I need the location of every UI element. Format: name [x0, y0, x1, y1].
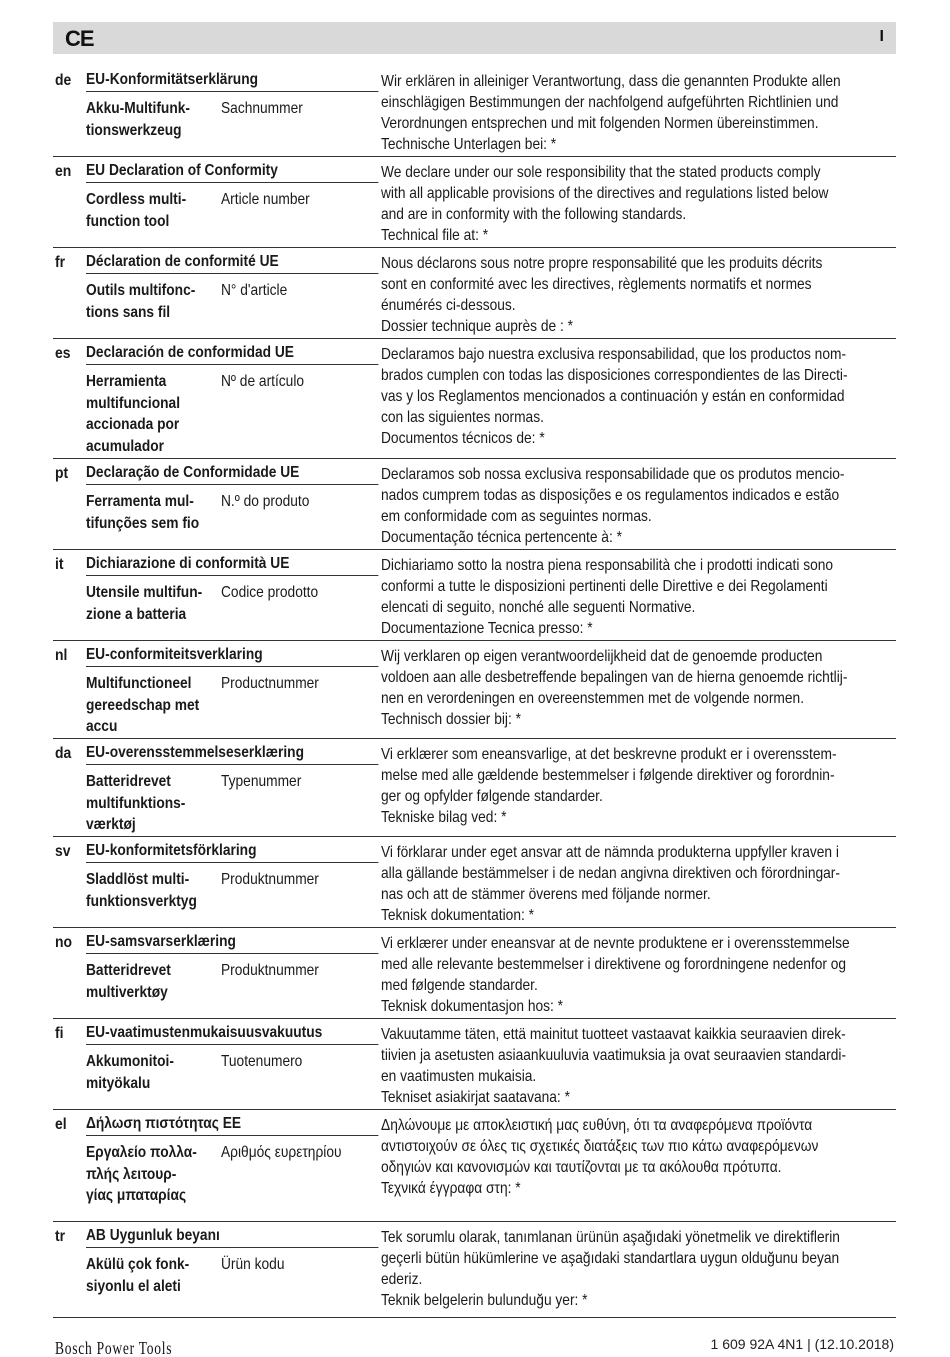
declaration-title: AB Uygunluk beyanı	[86, 1226, 378, 1248]
declaration-left-column	[86, 1226, 378, 1297]
declaration-left-column	[86, 343, 378, 457]
declaration-row	[53, 459, 896, 550]
product-name	[86, 771, 206, 836]
statement-line: ederiz.	[381, 1271, 423, 1288]
statement-line: énumérés ci-dessous.	[381, 297, 516, 314]
statement-line: em conformidade com as seguintes normas.	[381, 508, 652, 525]
footer-doc-ref: 1 609 92A 4N1 | (12.10.2018)	[710, 1336, 894, 1352]
product-name	[86, 869, 206, 912]
product-name-line: Akkumonitoi-	[86, 1053, 174, 1070]
declaration-row	[53, 550, 896, 641]
declaration-left-column	[86, 1114, 378, 1207]
declaration-left-column	[86, 463, 378, 534]
product-name-line: Outils multifonc-	[86, 282, 196, 299]
language-code: da	[55, 745, 72, 762]
declaration-row	[53, 157, 896, 248]
product-name-line: tionswerkzeug	[86, 121, 182, 139]
declaration-row	[53, 66, 896, 157]
declaration-title: EU-overensstemmelseserklæring	[86, 743, 378, 765]
article-number-label: N° d'article	[221, 282, 288, 299]
article-number-label: Sachnummer	[221, 100, 303, 117]
conformity-statement	[381, 1024, 897, 1108]
declaration-title: EU-konformitetsförklaring	[86, 841, 378, 863]
statement-line: Vi erklærer som eneansvarlige, at det beskrevne produkt er i overensstem-	[381, 746, 837, 763]
declaration-row	[53, 739, 896, 837]
statement-line: Teknisk dokumentasjon hos: *	[381, 998, 564, 1015]
statement-line: Δηλώνουμε με αποκλειστική μας ευθύνη, ότι τα αναφερόμενα προϊόντα	[381, 1117, 813, 1134]
declaration-left-column	[86, 161, 378, 232]
language-code: sv	[55, 843, 71, 860]
declaration-row	[53, 1222, 896, 1318]
statement-line: Teknisk dokumentation: *	[381, 907, 534, 924]
footer-logo: Bosch Power Tools	[55, 1338, 173, 1357]
product-row	[86, 1142, 378, 1207]
declaration-title: EU Declaration of Conformity	[86, 161, 378, 183]
header-bar	[53, 22, 896, 54]
statement-line: med alle relevante bestemmelser i direktivene og forordningene nedenfor og	[381, 956, 847, 973]
declaration-left-column	[86, 70, 378, 141]
declaration-title: EU-Konformitätserklärung	[86, 70, 378, 92]
statement-line: and are in conformity with the following standards.	[381, 206, 687, 223]
product-name-line: Batteridrevet	[86, 773, 171, 790]
product-name-line: zione a batteria	[86, 605, 187, 623]
statement-line: nados cumprem todas as disposições e os regulamentos indicados e estão	[381, 487, 840, 504]
language-code: fr	[55, 254, 66, 271]
statement-line: Vi erklærer under eneansvar at de nevnte produktene er i overensstemmelse	[381, 935, 850, 952]
declaration-table	[53, 66, 896, 1318]
statement-line: Vi förklarar under eget ansvar att de nämnda produkterna uppfyller kraven i	[381, 844, 839, 861]
language-code: pt	[55, 465, 69, 482]
declaration-left-column	[86, 645, 378, 738]
product-name-line: gereedschap met	[86, 696, 200, 714]
declaration-row	[53, 928, 896, 1019]
statement-line: alla gällande bestämmelser i de nedan angivna direktiven och förordningar-	[381, 865, 840, 882]
product-name-line: mityökalu	[86, 1074, 151, 1092]
article-number-label: N.º do produto	[221, 493, 310, 510]
declaration-title: EU-conformiteitsverklaring	[86, 645, 378, 667]
product-name	[86, 1051, 206, 1094]
language-code: nl	[55, 647, 68, 664]
product-name-line: tifunções sem fio	[86, 514, 200, 532]
product-name-line: Akülü çok fonk-	[86, 1256, 190, 1273]
product-name-line: multifuncional	[86, 394, 181, 412]
declaration-row	[53, 1019, 896, 1110]
statement-line: nas och att de stämmer överens med följande normer.	[381, 886, 711, 903]
article-number-label: Produktnummer	[221, 871, 319, 888]
product-name-line: Herramienta	[86, 373, 167, 390]
statement-line: nen en verordeningen en overeenstemmen met de volgende normen.	[381, 690, 805, 707]
declaration-title: EU-vaatimustenmukaisuusvakuutus	[86, 1023, 378, 1045]
article-number-label: Αριθμός ευρετηρίου	[221, 1144, 342, 1161]
declaration-title: Δήλωση πιστότητας ΕΕ	[86, 1114, 378, 1136]
article-number-label: Codice prodotto	[221, 584, 319, 601]
product-row	[86, 582, 378, 625]
product-name-line: πλής λειτουρ-	[86, 1165, 177, 1183]
statement-line: en vaatimusten mukaisia.	[381, 1068, 537, 1085]
product-name	[86, 582, 206, 625]
conformity-statement	[381, 646, 897, 730]
conformity-statement	[381, 464, 897, 548]
article-number-label: Nº de artículo	[221, 373, 305, 390]
language-code: en	[55, 163, 72, 180]
statement-line: med følgende standarder.	[381, 977, 538, 994]
statement-line: elencati di seguito, nonché alle seguenti Normative.	[381, 599, 696, 616]
product-name	[86, 673, 206, 738]
conformity-statement	[381, 933, 897, 1017]
product-row	[86, 960, 378, 1003]
declaration-left-column	[86, 743, 378, 836]
statement-line: Teknik belgelerin bulunduğu yer: *	[381, 1292, 588, 1309]
statement-line: Declaramos bajo nuestra exclusiva responsabilidad, que los productos nom-	[381, 346, 847, 363]
declaration-title: Déclaration de conformité UE	[86, 252, 378, 274]
product-row	[86, 98, 378, 141]
language-code: es	[55, 345, 71, 362]
statement-line: ger og opfylder følgende standarder.	[381, 788, 603, 805]
product-name	[86, 189, 206, 232]
statement-line: brados cumplen con todas las disposiciones correspondientes de las Directi-	[381, 367, 848, 384]
statement-line: sont en conformité avec les directives, règlements normatifs et normes	[381, 276, 812, 293]
declaration-left-column	[86, 932, 378, 1003]
statement-line: Vakuutamme täten, että mainitut tuotteet vastaavat kaikkia seuraavien direk-	[381, 1026, 846, 1043]
statement-line: geçerli bütün hükümlerine ve aşağıdaki standartlara uygun olduğunu beyan	[381, 1250, 840, 1267]
statement-line: We declare under our sole responsibility that the stated products comply	[381, 164, 821, 181]
statement-line: vas y los Reglamentos mencionados a continuación y están en conformidad	[381, 388, 845, 405]
ce-mark-icon: CE	[65, 26, 94, 51]
statement-line: einschlägigen Bestimmungen der nachfolgend aufgeführten Richtlinien und	[381, 94, 839, 111]
statement-line: tiivien ja asetusten asiaankuuluvia vaatimuksia ja ovat seuraavien standardi-	[381, 1047, 847, 1064]
product-row	[86, 371, 378, 457]
statement-line: οδηγιών και κανονισμών και ταυτίζονται με τα ακόλουθα πρότυπα.	[381, 1159, 782, 1176]
article-number-label: Tuotenumero	[221, 1053, 303, 1070]
declaration-row	[53, 248, 896, 339]
product-name-line: Sladdlöst multi-	[86, 871, 190, 888]
language-code: fi	[55, 1025, 64, 1042]
article-number-label: Ürün kodu	[221, 1256, 285, 1273]
product-name	[86, 371, 206, 457]
declaration-left-column	[86, 554, 378, 625]
conformity-statement	[381, 1115, 897, 1199]
product-name-line: multifunktions-	[86, 794, 186, 812]
product-name-line: siyonlu el aleti	[86, 1277, 181, 1295]
product-name-line: γίας μπαταρίας	[86, 1187, 187, 1204]
language-code: el	[55, 1116, 67, 1133]
product-name	[86, 280, 206, 323]
product-name	[86, 98, 206, 141]
conformity-statement	[381, 71, 897, 155]
product-name-line: tions sans fil	[86, 303, 171, 321]
statement-line: Documentazione Tecnica presso: *	[381, 620, 593, 637]
statement-line: melse med alle gældende bestemmelser i følgende direktiver og forordnin-	[381, 767, 835, 784]
statement-line: Technical file at: *	[381, 227, 489, 244]
conformity-statement	[381, 555, 897, 639]
product-name-line: Ferramenta mul-	[86, 493, 194, 510]
article-number-label: Productnummer	[221, 675, 319, 692]
product-name-line: Akku-Multifunk-	[86, 100, 190, 117]
declaration-row	[53, 641, 896, 739]
statement-line: Wij verklaren op eigen verantwoordelijkheid dat de genoemde producten	[381, 648, 823, 665]
product-name-line: værktøj	[86, 816, 136, 833]
conformity-statement	[381, 1227, 897, 1311]
language-code: tr	[55, 1228, 66, 1245]
declaration-row	[53, 837, 896, 928]
product-row	[86, 869, 378, 912]
statement-line: Tekniske bilag ved: *	[381, 809, 507, 826]
conformity-statement	[381, 344, 897, 449]
product-name-line: Εργαλείο πολλα-	[86, 1144, 197, 1161]
product-name	[86, 960, 206, 1003]
article-number-label: Article number	[221, 191, 310, 208]
statement-line: Nous déclarons sous notre propre responsabilité que les produits décrits	[381, 255, 823, 272]
product-row	[86, 491, 378, 534]
product-name	[86, 491, 206, 534]
product-name	[86, 1142, 206, 1207]
article-number-label: Typenummer	[221, 773, 302, 790]
product-row	[86, 1254, 378, 1297]
conformity-statement	[381, 842, 897, 926]
product-name-line: Multifunctioneel	[86, 675, 192, 692]
language-code: no	[55, 934, 73, 951]
statement-line: con las siguientes normas.	[381, 409, 544, 426]
statement-line: Documentação técnica pertencente à: *	[381, 529, 622, 546]
conformity-statement	[381, 744, 897, 828]
product-name-line: Batteridrevet	[86, 962, 171, 979]
declaration-title: Declaração de Conformidade UE	[86, 463, 378, 485]
product-name-line: Cordless multi-	[86, 191, 187, 208]
declaration-row	[53, 1110, 896, 1222]
conformity-statement	[381, 253, 897, 337]
statement-line: Dossier technique auprès de : *	[381, 318, 573, 335]
product-name-line: acumulador	[86, 437, 164, 455]
language-code: de	[55, 72, 72, 89]
statement-line: Τεχνικά έγγραφα στη: *	[381, 1180, 521, 1197]
product-row	[86, 189, 378, 232]
conformity-statement	[381, 162, 897, 246]
product-name-line: Utensile multifun-	[86, 584, 203, 601]
statement-line: Wir erklären in alleiniger Verantwortung, dass die genannten Produkte allen	[381, 73, 841, 90]
article-number-label: Produktnummer	[221, 962, 319, 979]
declaration-title: EU-samsvarserklæring	[86, 932, 378, 954]
statement-line: αντιστοιχούν σε όλες τις σχετικές διατάξεις των πιο κάτω αναφερόμενων	[381, 1138, 819, 1155]
product-name-line: function tool	[86, 212, 170, 230]
declaration-title: Dichiarazione di conformità UE	[86, 554, 378, 576]
statement-line: Dichiariamo sotto la nostra piena responsabilità che i prodotti indicati sono	[381, 557, 834, 574]
declaration-left-column	[86, 841, 378, 912]
product-name-line: accu	[86, 718, 118, 735]
product-name	[86, 1254, 206, 1297]
language-code: it	[55, 556, 64, 573]
statement-line: Technisch dossier bij: *	[381, 711, 521, 728]
product-name-line: funktionsverktyg	[86, 892, 197, 910]
declaration-title: Declaración de conformidad UE	[86, 343, 378, 365]
statement-line: Declaramos sob nossa exclusiva responsabilidade que os produtos mencio-	[381, 466, 845, 483]
statement-line: Verordnungen entsprechen und mit folgenden Normen übereinstimmen.	[381, 115, 819, 132]
statement-line: Tekniset asiakirjat saatavana: *	[381, 1089, 570, 1106]
statement-line: Tek sorumlu olarak, tanımlanan ürünün aşağıdaki yönetmelik ve direktiflerin	[381, 1229, 840, 1246]
product-name-line: multiverktøy	[86, 983, 168, 1001]
statement-line: Documentos técnicos de: *	[381, 430, 545, 447]
product-row	[86, 673, 378, 738]
statement-line: Technische Unterlagen bei: *	[381, 136, 557, 153]
statement-line: with all applicable provisions of the directives and regulations listed below	[381, 185, 829, 202]
declaration-left-column	[86, 252, 378, 323]
declaration-row	[53, 339, 896, 459]
product-row	[86, 280, 378, 323]
page-marker: I	[879, 28, 884, 45]
product-name-line: accionada por	[86, 416, 180, 433]
statement-line: voldoen aan alle desbetreffende bepalingen van de hierna genoemde richtlij-	[381, 669, 848, 686]
statement-line: conformi a tutte le disposizioni pertinenti delle Direttive e dei Regolamenti	[381, 578, 828, 595]
product-row	[86, 1051, 378, 1094]
product-row	[86, 771, 378, 836]
declaration-left-column	[86, 1023, 378, 1094]
